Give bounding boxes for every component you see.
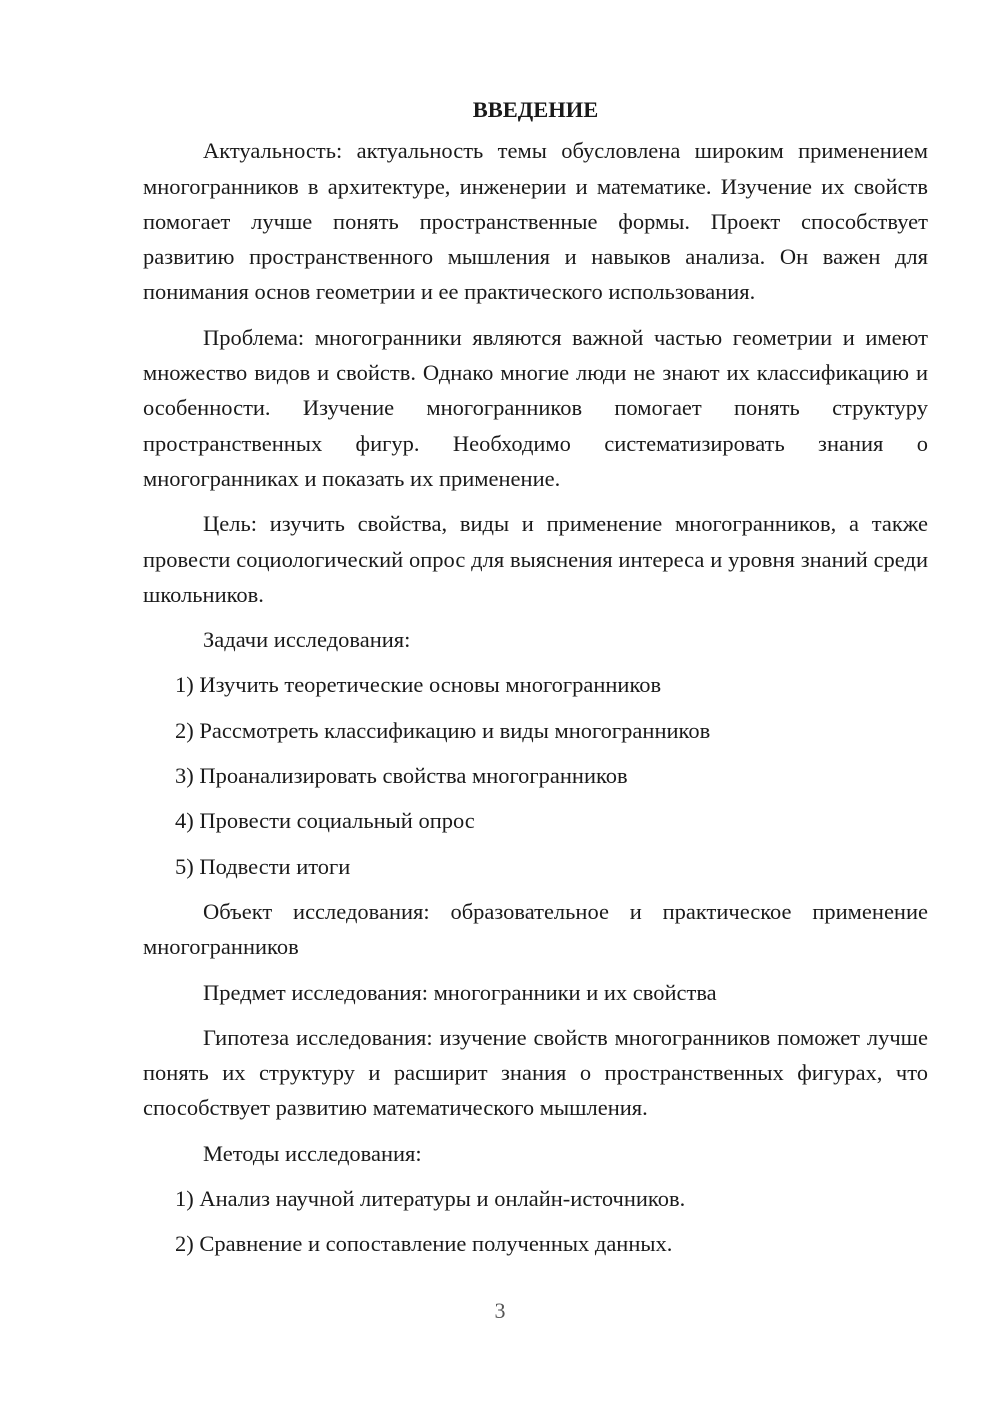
goal-paragraph: Цель: изучить свойства, виды и применение многогранников, а также провести социологический опрос для выяснения интереса и уровня знаний среди школьников. (143, 511, 928, 607)
relevance-paragraph: Актуальность: актуальность темы обусловлена широким применением многогранников в архитектуре, инженерии и математике. Изучение их свойств помогает лучше понять пространственные формы. Проект способствует развитию пространственного мышления и навыков анализа. Он важен для понимания основ геометрии и ее практического использования. (143, 138, 928, 305)
methods-label: Методы исследования: (203, 1140, 422, 1166)
list-item: 5) Подвести итоги (175, 853, 351, 879)
section-title: ВВЕДЕНИЕ (472, 97, 599, 122)
subject-paragraph: Предмет исследования: многогранники и их свойства (203, 979, 717, 1005)
hypothesis-paragraph: Гипотеза исследования: изучение свойств многогранников поможет лучше понять их структуру и расширит знания о пространственных фигурах, что способствует развитию математического мышления. (143, 1024, 928, 1121)
list-item: 2) Сравнение и сопоставление полученных данных. (175, 1231, 673, 1257)
page-number: 3 (494, 1298, 506, 1323)
list-item: 3) Проанализировать свойства многогранников (175, 763, 628, 789)
tasks-label: Задачи исследования: (203, 627, 411, 653)
tasks-list (143, 667, 928, 883)
problem-paragraph: Проблема: многогранники являются важной частью геометрии и имеют множество видов и свойств. Однако многие люди не знают их классификацию и особенности. Изучение многогранников помогает понять структуру пространственных фигур. Необходимо систематизировать знания о многогранниках и показать их применение. (143, 324, 928, 491)
list-item: 2) Рассмотреть классификацию и виды многогранников (175, 717, 711, 743)
object-paragraph: Объект исследования: образовательное и практическое применение многогранников (143, 898, 928, 960)
list-item: 1) Анализ научной литературы и онлайн-источников. (175, 1186, 686, 1212)
document-page (143, 92, 928, 1272)
methods-list (143, 1181, 928, 1262)
list-item: 4) Провести социальный опрос (175, 808, 475, 834)
list-item: 1) Изучить теоретические основы многогранников (175, 672, 662, 698)
